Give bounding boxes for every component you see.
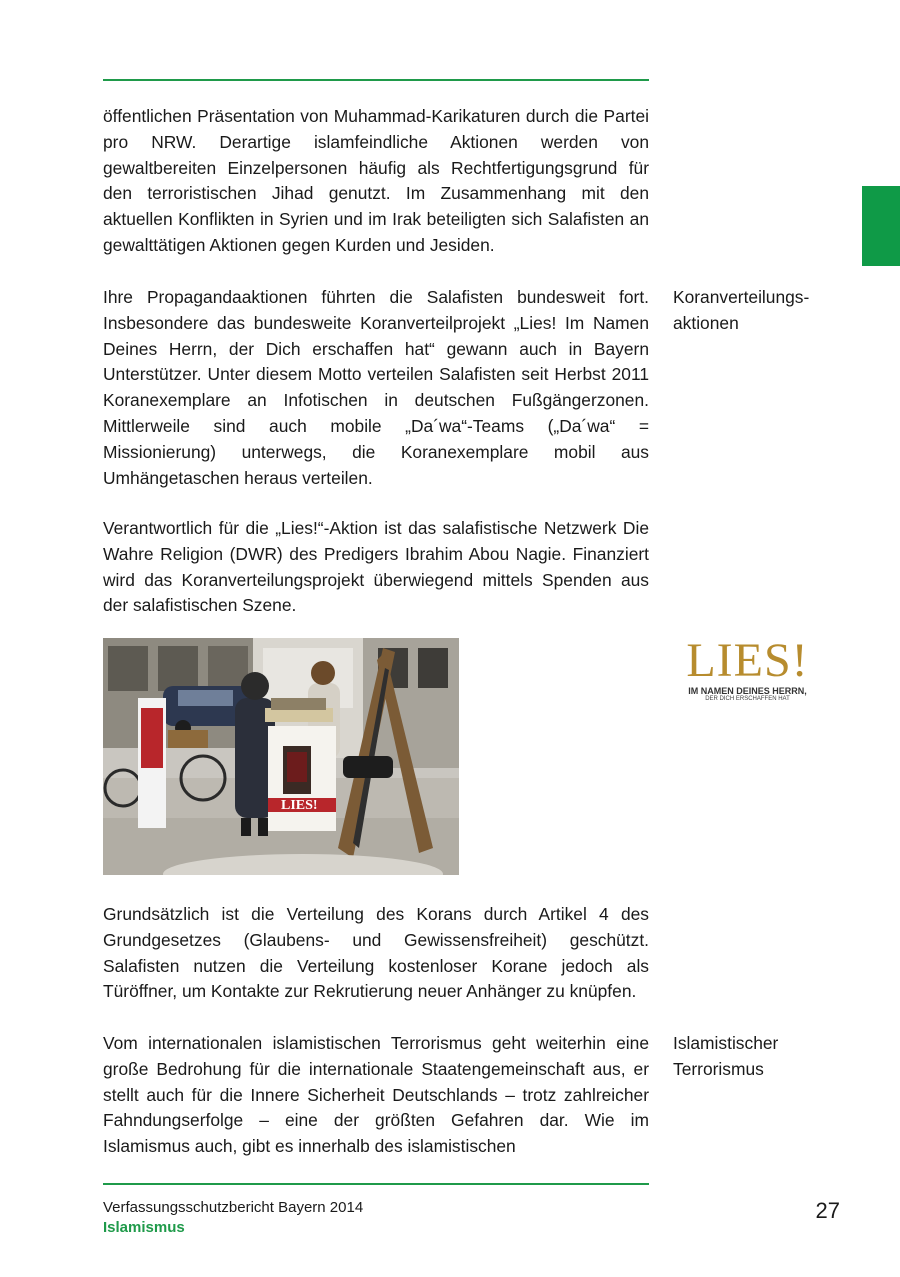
koran-distribution-photo	[103, 638, 459, 875]
lies-logo	[675, 636, 820, 706]
photo-sign-text: LIES!	[281, 798, 318, 813]
logo-subtitle-line-1: IM NAMEN DEINES HERRN,	[688, 686, 807, 696]
margin-note-terrorismus	[673, 1031, 873, 1083]
margin-note-line: aktionen	[673, 312, 739, 333]
paragraph-4: Grundsätzlich ist die Verteilung des Korans durch Artikel 4 des Grundgesetzes (Glaubens- und Gewissensfreiheit) geschützt. Salafisten nutzen die Verteilung kostenloser Korane jedoch als Türöffner, um Kontakte zur Rekrutierung neuer Anhänger zu knüpfen.	[103, 904, 649, 1002]
footer-section-name: Islamismus	[103, 1219, 185, 1236]
paragraph-1: öffentlichen Präsentation von Muhammad-Karikaturen durch die Partei pro NRW. Derartige islamfeindliche Aktionen werden von gewaltbereiten Einzelpersonen häufig als Rechtfertigungsgrund für den terroristischen Jihad genutzt. Im Zusammenhang mit den aktuellen Konflikten in Syrien und im Irak beteiligten sich Salafisten an gewalttätigen Aktionen gegen Kurden und Jesiden.	[103, 106, 649, 255]
margin-note-line: Koranverteilungs-	[673, 287, 810, 307]
page-number: 27	[815, 1198, 840, 1223]
paragraph-2: Ihre Propagandaaktionen führten die Salafisten bundesweit fort. Insbesondere das bundesweite Koranverteilprojekt „Lies! Im Namen Deines Herrn, der Dich erschaffen hat“ gewann auch in Bayern Unterstützer. Unter diesem Motto verteilen Salafisten seit Herbst 2011 Koranexemplare an Infotischen in deutschen Fußgängerzonen. Mittlerweile sind auch mobile „Da´wa“-Teams („Da´wa“ = Missionierung) unterwegs, die Koranexemplare mobil aus Umhängetaschen heraus verteilen.	[103, 287, 649, 488]
margin-note-koranverteilung	[673, 285, 873, 337]
top-divider	[103, 79, 649, 81]
margin-note-line: Terrorismus	[673, 1058, 764, 1079]
footer-report-title: Verfassungsschutzbericht Bayern 2014	[103, 1199, 364, 1216]
paragraph-5: Vom internationalen islamistischen Terrorismus geht weiterhin eine große Bedrohung für die internationale Staatengemeinschaft aus, er stellt auch für die Innere Sicherheit Deutschlands – trotz zahlreicher Fahndungserfolge – eine der größten Gefahren dar. Wie im Islamismus auch, gibt es innerhalb des islamistischen	[103, 1033, 649, 1157]
logo-subtitle-line-2: DER DICH ERSCHAFFEN HAT	[705, 696, 790, 702]
chapter-tab-marker	[862, 186, 900, 266]
logo-wordmark: LIES!	[686, 634, 809, 687]
paragraph-3: Verantwortlich für die „Lies!“-Aktion ist das salafistische Netzwerk Die Wahre Religion (DWR) des Predigers Ibrahim Abou Nagie. Finanziert wird das Koranverteilungsprojekt überwiegend mittels Spenden aus der salafistischen Szene.	[103, 518, 649, 616]
margin-note-line: Islamistischer	[673, 1033, 779, 1053]
bottom-divider	[103, 1183, 649, 1185]
